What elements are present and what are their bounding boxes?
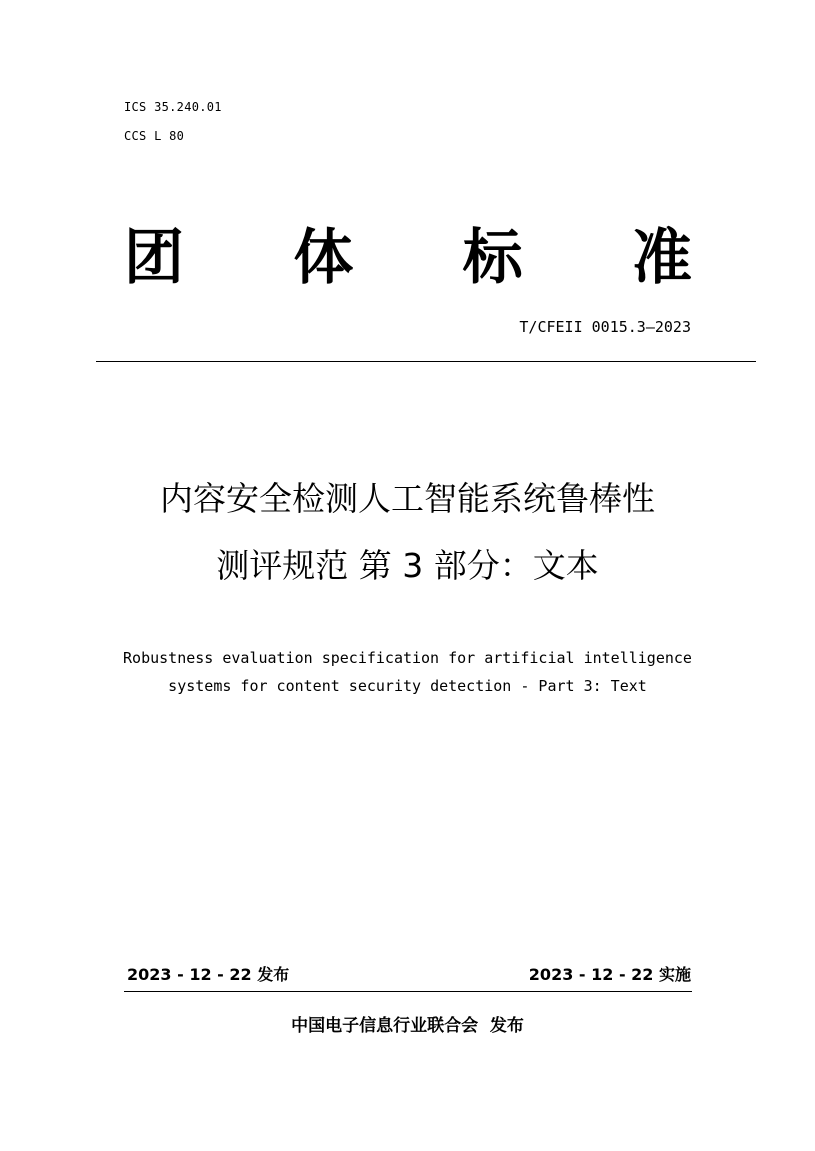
implementation-date: 2023 - 12 - 22 实施 [528, 965, 691, 984]
standard-type-char: 标 [462, 223, 523, 293]
standard-type-char: 准 [631, 223, 692, 293]
publisher: 中国电子信息行业联合会 发布 [291, 1016, 524, 1036]
ics-code: ICS 35.240.01 [124, 100, 222, 114]
ccs-code: CCS L 80 [124, 129, 185, 143]
title-cn-line2: 测评规范 第 3 部分：文本 [216, 546, 599, 585]
standard-type-char: 团 [124, 223, 184, 293]
title-cn-line1: 内容安全检测人工智能系统鲁棒性 [160, 479, 655, 518]
standard-type-char: 体 [293, 223, 354, 293]
document-number: T/CFEII 0015.3—2023 [519, 318, 691, 336]
title-en: Robustness evaluation specification for artificial intelligence systems for content security detection - Part 3: Text [123, 649, 692, 695]
issue-date: 2023 - 12 - 22 发布 [127, 965, 290, 984]
footer-divider [124, 991, 692, 992]
standard-type-heading [124, 222, 692, 294]
header-divider [96, 361, 756, 362]
